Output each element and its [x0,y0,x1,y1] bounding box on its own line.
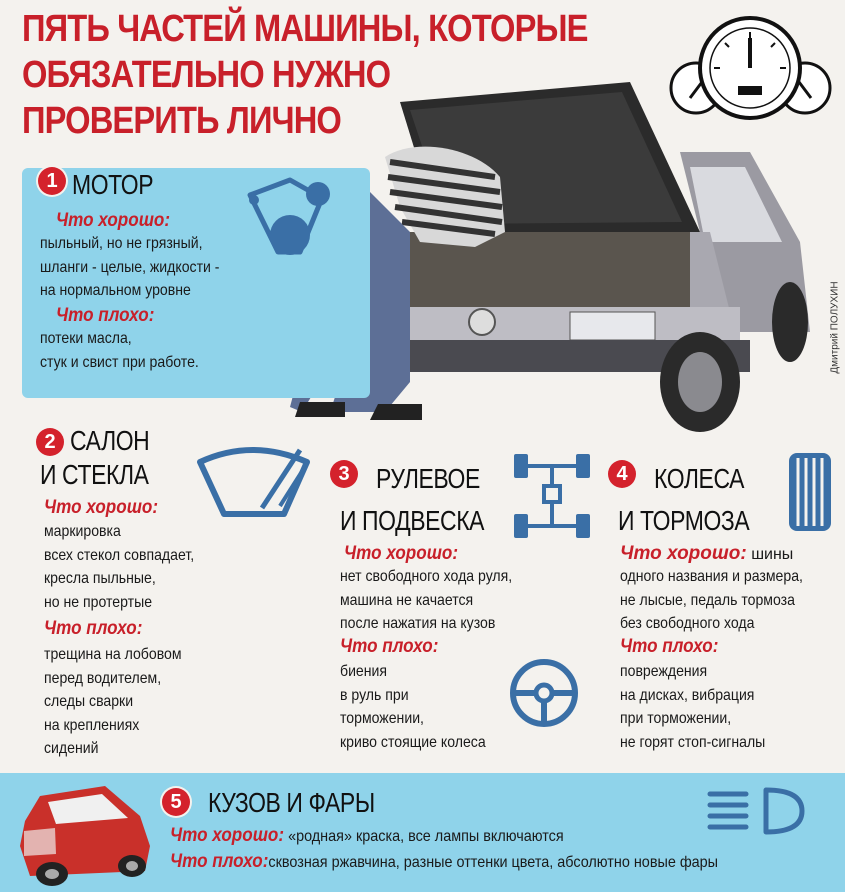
body-bad-label: Что плохо: [170,851,269,872]
page-title: ПЯТЬ ЧАСТЕЙ МАШИНЫ, КОТОРЫЕ ОБЯЗАТЕЛЬНО НУЖНО ПРОВЕРИТЬ ЛИЧНО [22,8,588,142]
engine-bad-text: потеки масла, стук и свист при работе. [40,330,199,371]
engine-good-label: Что хорошо: [56,210,171,231]
wheels-good-inline: шины [751,546,794,563]
wheels-bad-text: повреждения на дисках, вибрация при торможении, не горят стоп-сигналы [620,663,766,751]
wheels-heading-line2: И ТОРМОЗА [618,505,750,536]
body-good-row [170,824,564,849]
salon-good-label: Что хорошо: [44,497,159,518]
steering-bad-text: биения в руль при торможении, криво стоящие колеса [340,663,486,751]
engine-good-text: пыльный, но не грязный, шланги - целые, жидкости - на нормальном уровне [40,235,220,299]
salon-heading-line2: И СТЕКЛА [40,459,149,490]
steering-good-label: Что хорошо: [344,543,459,564]
body-good-text: «родная» краска, все лампы включаются [288,828,564,845]
wheels-good-text: одного названия и размера, не лысые, педаль тормоза без свободного хода [620,568,803,632]
belt-drive-icon [240,170,335,265]
body-heading: КУЗОВ И ФАРЫ [208,787,375,818]
steering-wheel-icon [508,657,580,729]
wheels-heading: КОЛЕСА [654,463,745,494]
section-number-4: 4 [608,460,636,488]
salon-heading: САЛОН [70,425,150,456]
steering-good-text: нет свободного хода руля, машина не качается после нажатия на кузов [340,568,513,632]
wheels-good-row [620,543,793,567]
section-number-1: 1 [38,167,66,195]
section-number-2: 2 [36,428,64,456]
body-bad-row [170,850,718,875]
red-suv-icon [10,776,160,888]
steering-bad-label: Что плохо: [340,636,439,657]
chassis-icon [512,452,592,542]
photo-credit: Дмитрий ПОЛУХИН [829,281,841,374]
wheels-good-label: Что хорошо: [620,543,747,564]
headlight-icon [706,786,806,836]
tire-tread-icon [788,452,832,532]
section-number-5: 5 [162,788,190,816]
salon-bad-label: Что плохо: [44,618,143,639]
engine-heading: МОТОР [72,169,154,200]
windshield-wiper-icon [192,440,317,520]
body-good-label: Что хорошо: [170,825,285,846]
body-bad-text: сквозная ржавчина, разные оттенки цвета, абсолютно новые фары [268,854,719,871]
engine-bad-label: Что плохо: [56,305,155,326]
steering-heading-line2: И ПОДВЕСКА [340,505,485,536]
salon-good-text: маркировка всех стекол совпадает, кресла пыльные, но не протертые [44,523,195,611]
section-number-3: 3 [330,460,358,488]
salon-bad-text: трещина на лобовом перед водителем, следы сварки на креплениях сидений [44,646,182,757]
steering-heading: РУЛЕВОЕ [376,463,480,494]
wheels-bad-label: Что плохо: [620,636,719,657]
